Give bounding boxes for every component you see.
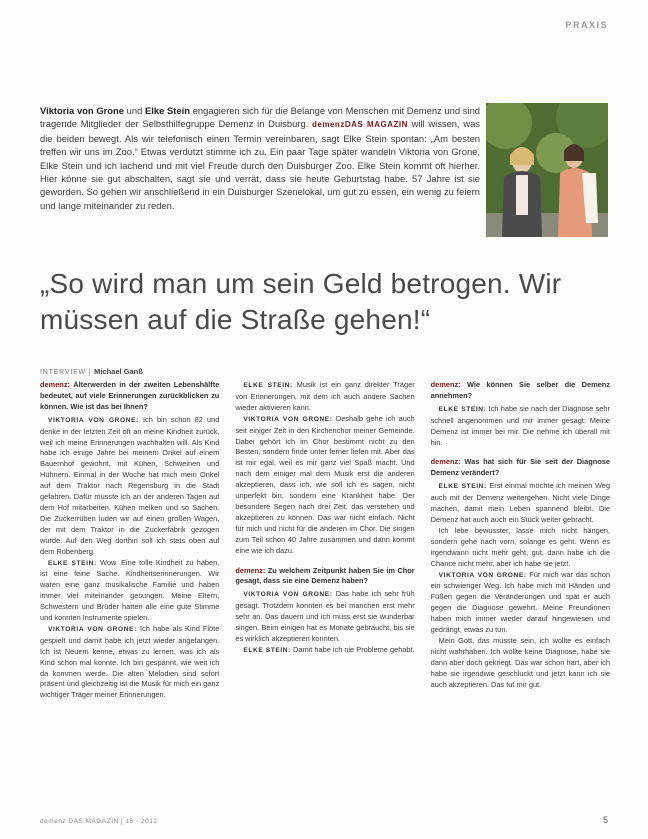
intro-name-2: Elke Stein	[145, 105, 190, 116]
intro-paragraph	[40, 104, 480, 212]
interview-answer	[431, 481, 610, 526]
answer-text: Für mich war das schon ein schwieriger Weg. Ich habe mich mit Händen und Füßen gegen die Veränderungen und spät er auch gegen die Diagnose gewehrt. Meine Freundinnen haben mich immer wieder darauf hingewiesen und gedrängt, etwas zu tun.	[430, 569, 610, 635]
section-label: PRAXIS	[565, 20, 608, 30]
speaker-name: ELKE STEIN:	[243, 646, 291, 654]
photo-illustration	[486, 103, 608, 237]
question-lead: demenz:	[430, 380, 461, 389]
answer-text: Ich lebe bewusster, lasse mich nicht hängen, sondern gehe nach vorn, solange es geht. Wenn es irgendwann nicht mehr geht, gut, dann habe ich die Chance nicht mehr, aber ich habe sie jetzt.	[430, 525, 610, 568]
interview-answer	[235, 645, 414, 657]
interview-answer	[431, 526, 610, 570]
question-text: Was hat sich für Sie seit der Diagnose Demenz verändert?	[430, 457, 610, 478]
headline-quote: „So wird man um sein Geld betrogen. Wir müssen auf die Straße gehen!“	[40, 268, 562, 335]
speaker-name: ELKE STEIN:	[438, 405, 487, 413]
answer-text: Mein Gott, das musste sein, ich wollte es einfach nicht wahrhaben. Ich wollte keine Diagnose, habe sie dann aber doch gekriegt. Das war schon hart, aber ich habe sie irgendwie geschluckt und jetzt kann ich sie auch akzeptieren. Das tut mir gut.	[430, 635, 610, 689]
byline-label: INTERVIEW |	[40, 369, 95, 376]
interview-answer	[235, 589, 414, 645]
byline-author: Michael Ganß	[94, 367, 143, 376]
intro-text-2: will wissen, was die beiden bewegt. Als wir telefonisch einen Termin vereinbaren, sagt Elke Stein spontan: „Am besten treffen wir uns im Zoo.“ Etwas verdutzt stimme ich zu. Ein paar Tage später wandeln Viktoria von Grone, Elke Stein und ich lachend und mit viel Freude durch den Duisburger Zoo. Elke Stein kommt oft hierher. Hier könne sie gut abschalten, sagt sie und verrät, dass sie heute Geburtstag habe. 57 Jahre ist sie geworden. So gehen wir anschließend in ein Duisburger Szenelokal, um gut zu essen, ein wenig zu feiern und lange miteinander zu reden.	[40, 118, 480, 211]
answer-text: Wow. Eine tolle Kindheit zu haben, ist eine feine Sache. Kindheitserinnerungen. Wir waren eine ganz musikalische Familie und haben immer viel miteinander gesungen. Meine Eltern, Schwestern und Brüder hatten alle eine gute Stimme und konnten Instrumente spielen.	[40, 557, 220, 623]
speaker-name: ELKE STEIN:	[438, 483, 487, 491]
interview-answer	[40, 415, 219, 558]
byline	[40, 367, 143, 376]
answer-text: Erst einmal möchte ich meinen Weg auch mit der Demenz weitergehen. Nicht viele Dinge machen, damit mein Leben spannend bleibt. Die Demenz hat auch auch ein Stück weiter gebracht.	[430, 481, 610, 524]
answer-text: Deshalb gehe ich auch seit einiger Zeit in den Kirchenchor meiner Gemeinde. Dabei gehört ich im Chor bestimmt nicht zu den Besten, sondern finde unter ferner liefen mit. Aber das ist mir egal, weil es mir ganz viel Spaß macht. Und nach dem einiger mal dem Musik erst die anderen akzeptieren, dass ich, wie soll ich es sagen, nicht unperfekt bin, sondern eine Krankheit habe. Der besondere Segen nach drei Zeit, das verstehen und akzeptieren zu können. Das war nicht einfach. Nicht für mich und nicht für die anderen im Chor. Die singen zum Teil schon 40 Jahre zusammen und dann kommt eine wie ich dazu.	[235, 413, 415, 555]
speaker-name: VIKTORIA VON GRONE:	[243, 591, 333, 599]
answer-text: Ich habe sie nach der Diagnose sehr schnell angenommen und mir immer gesagt: Meine Demenz ist immer bei mir. Die nehme ich überall mit hin.	[430, 403, 610, 447]
interview-question	[235, 566, 414, 588]
speaker-name: VIKTORIA VON GRONE:	[48, 416, 139, 424]
interview-answer	[235, 414, 414, 557]
interview-answer	[235, 380, 414, 414]
column-3	[431, 380, 610, 810]
photo-two-women-garden	[486, 103, 608, 237]
question-text: Wie können Sie selber die Demenz annehmen?	[430, 380, 610, 400]
answer-text: Musik ist ein ganz direkter Träger von Erinnerungen, mit dem ich auch andere Sachen wieder aktivieren kann.	[235, 380, 415, 412]
intro-text-1: engagieren sich für die Belange von Menschen mit Demenz und sind tragende Mitglieder der Selbsthilfegruppe Demenz in Duisburg.	[40, 105, 481, 130]
speaker-name: ELKE STEIN:	[48, 559, 97, 567]
intro-and: und	[123, 105, 146, 116]
speaker-name: ELKE STEIN:	[243, 382, 293, 389]
answer-text: Das habe ich sehr früh gesagt. Trotzdem konnten es bei manchen erst mehr sehr an. Das dauern und ich muss erst sie wunderbar singen. Beim einigen hat es Monate gebraucht, bis sie es wirklich akzeptieren konnten.	[235, 589, 415, 643]
interview-question	[431, 457, 610, 479]
question-text: Zu welchem Zeitpunkt haben Sie im Chor gesagt, dass sie eine Demenz haben?	[235, 565, 415, 586]
interview-answer	[431, 404, 610, 449]
intro-name-1: Viktoria von Grone	[40, 105, 124, 116]
column-2	[235, 380, 414, 810]
question-text: Älterwerden in der zweiten Lebenshälfte bedeutet, auf viele Erinnerungen zurückblicken zu können. Wie ist das bei Ihnen?	[40, 380, 220, 411]
interview-columns	[40, 380, 610, 810]
question-lead: demenz:	[235, 565, 266, 575]
speaker-name: VIKTORIA VON GRONE:	[438, 571, 527, 579]
question-lead: demenz:	[430, 457, 461, 467]
question-lead: demenz:	[40, 380, 70, 389]
speaker-name: VIKTORIA VON GRONE:	[243, 415, 333, 423]
speaker-name: VIKTORIA VON GRONE:	[48, 625, 137, 633]
answer-text: Ich habe als Kind Flöte gespielt und damit habe ich jetzt wieder angefangen. Ich ist Neuem kenne, etwas zu lernen, was ich als Kind schon mal konnte. Ich bin gespannt, wie weit ich da kommen werde. Die alten Melodien sind sofort präsent und gleichzeitig ist die Musik für mich ein ganz wichtiger Träger meiner Erinnerungen.	[40, 623, 220, 700]
interview-question	[431, 380, 610, 402]
interview-question	[40, 380, 219, 413]
interview-answer	[40, 624, 219, 701]
page-number: 5	[602, 815, 608, 825]
column-1	[40, 380, 219, 810]
answer-text: Damit habe ich nie Probleme gehabt.	[290, 644, 415, 654]
answer-text: Ich bin schon 82 und denke in der letzten Zeit oft an meine Kindheit zurück, weil ich meine Erinnerungen wachhalten will. Als Kind habe ich einige Jahre bei meinem Onkel auf einem Bauernhof gewohnt, mit Kühen, Schweinen und Hühnern. Einmal in der Woche hat mich mein Onkel auf dem Traktor nach Regensburg in die Stadt gefahren. Dafür musste ich an der anderen Tagen auf dem Hof mitarbeiten. Kühen melken und so Sachen. Die Zuckerrüben luden wir auf einen großen Wagen, der mit dem Traktor in die Zuckerfabrik gezogen wurde. Auf den Weg dorthin soll ich stets oben auf dem Rübenberg.	[40, 414, 220, 556]
page-footer: demenz DAS MAGAZIN | 15 · 2012	[40, 818, 158, 825]
paragraph-gap	[431, 448, 610, 457]
magazine-brand: demenzDAS MAGAZIN	[312, 120, 408, 130]
interview-answer	[431, 636, 610, 691]
paragraph-gap	[235, 557, 414, 566]
interview-answer	[40, 558, 219, 624]
interview-answer	[431, 570, 610, 636]
